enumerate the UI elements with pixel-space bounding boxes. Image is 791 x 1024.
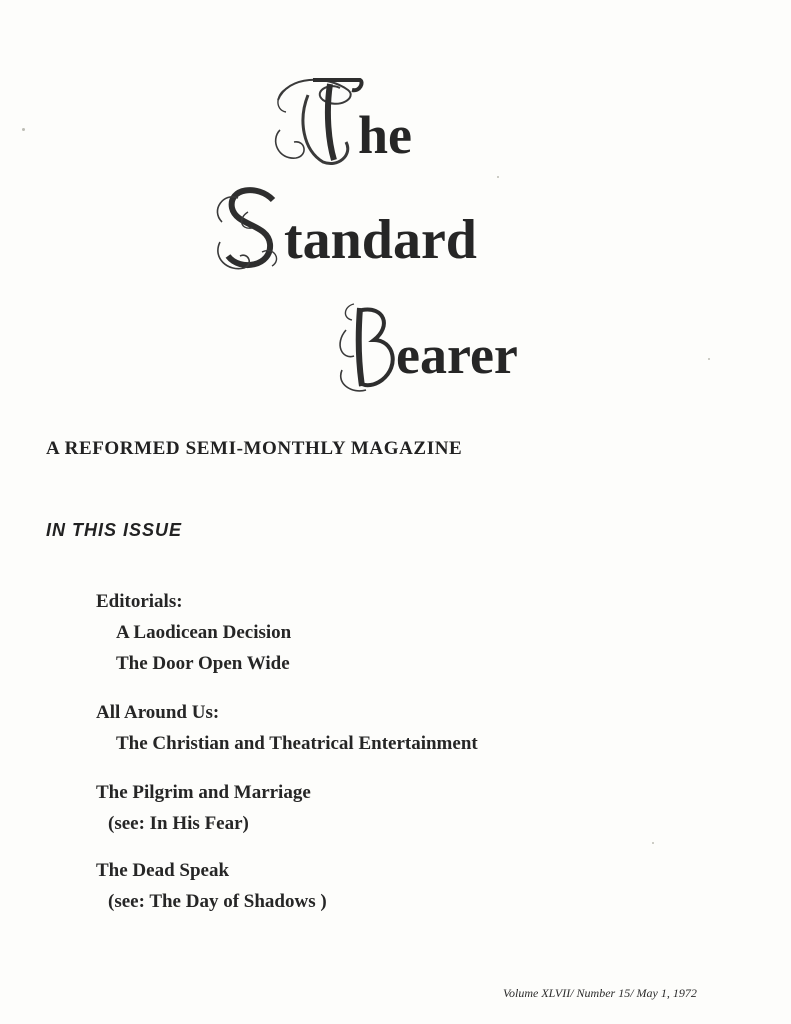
article-note: (see: The Day of Shadows ) xyxy=(108,891,327,912)
masthead-word-rest: earer xyxy=(396,325,518,385)
scan-speck xyxy=(22,128,25,131)
table-of-contents xyxy=(96,586,736,937)
contents-section xyxy=(96,855,736,917)
scan-speck xyxy=(652,842,654,844)
flourish-icon xyxy=(340,300,396,392)
masthead-line-the xyxy=(268,70,412,170)
scan-speck xyxy=(708,358,710,360)
section-title: All Around Us: xyxy=(96,702,220,723)
contents-section xyxy=(96,777,736,839)
scan-speck xyxy=(497,176,499,178)
masthead-word-rest: tandard xyxy=(284,209,477,271)
section-title: The Dead Speak xyxy=(96,860,230,881)
ornate-initial-t xyxy=(268,70,364,170)
section-title: Editorials: xyxy=(96,591,183,612)
article-title: The Door Open Wide xyxy=(116,653,290,674)
issue-heading: IN THIS ISSUE xyxy=(46,520,183,540)
contents-section xyxy=(96,586,736,679)
ornate-initial-s xyxy=(218,182,284,274)
tagline: A REFORMED SEMI-MONTHLY MAGAZINE xyxy=(46,438,463,459)
issue-footer: Volume XLVII/ Number 15/ May 1, 1972 xyxy=(503,986,697,1000)
masthead-word-rest: he xyxy=(358,105,412,165)
flourish-icon xyxy=(268,70,364,170)
article-title: The Christian and Theatrical Entertainment xyxy=(116,733,478,754)
article-title: A Laodicean Decision xyxy=(116,622,292,643)
flourish-icon xyxy=(218,182,284,274)
ornate-initial-b xyxy=(340,300,396,392)
contents-section xyxy=(96,697,736,759)
article-note: (see: In His Fear) xyxy=(108,813,249,834)
masthead-line-bearer xyxy=(340,300,518,392)
section-title: The Pilgrim and Marriage xyxy=(96,782,311,803)
masthead-line-standard xyxy=(218,182,477,274)
